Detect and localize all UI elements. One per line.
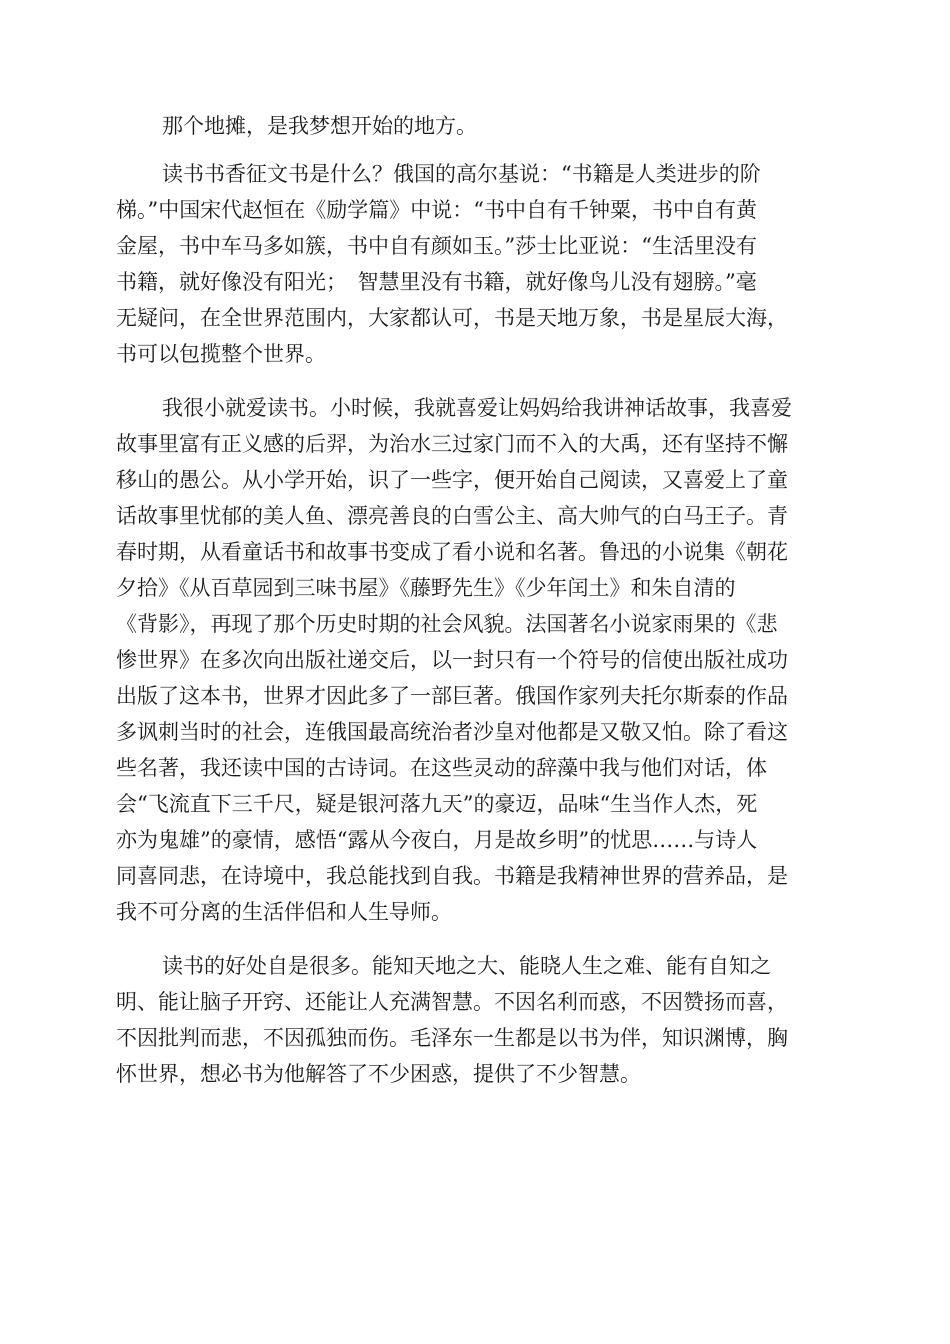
- text-line: 读书书香征文书是什么？俄国的高尔基说：“书籍是人类进步的阶: [162, 162, 761, 186]
- text-line: 故事里富有正义感的后羿，为治水三过家门而不入的大禹，还有坚持不懈: [116, 432, 788, 456]
- text-line: 明、能让脑子开窍、还能让人充满智慧。不因名利而惑，不因赞扬而喜，: [116, 990, 788, 1014]
- text-line: 读书的好处自是很多。能知天地之大、能晓人生之难、能有自知之: [162, 954, 771, 978]
- text-line: 多讽刺当时的社会，连俄国最高统治者沙皇对他都是又敬又怕。除了看这: [116, 720, 788, 744]
- text-line: 书可以包揽整个世界。: [116, 342, 326, 366]
- paragraph-4: [116, 948, 836, 1092]
- text-line: 无疑问，在全世界范围内，大家都认可，书是天地万象，书是星辰大海，: [116, 306, 788, 330]
- text-line: 些名著，我还读中国的古诗词。在这些灵动的辞藻中我与他们对话，体: [116, 756, 767, 780]
- text-line: 会“飞流直下三千尺，疑是银河落九天”的豪迈，品味“生当作人杰，死: [116, 792, 758, 816]
- text-line: 不因批判而悲，不因孤独而伤。毛泽东一生都是以书为伴，知识渊博，胸: [116, 1026, 788, 1050]
- text-line: 话故事里忧郁的美人鱼、漂亮善良的白雪公主、高大帅气的白马王子。青: [116, 504, 788, 528]
- paragraph-2: [116, 156, 836, 372]
- text-line: 我很小就爱读书。小时候，我就喜爱让妈妈给我讲神话故事，我喜爱: [162, 396, 792, 420]
- text-line: 那个地摊，是我梦想开始的地方。: [162, 114, 477, 138]
- text-line: 亦为鬼雄”的豪情，感悟“露从今夜白，月是故乡明”的忧思……与诗人: [116, 828, 758, 852]
- paragraph-3: [116, 390, 836, 930]
- text-line: 我不可分离的生活伴侣和人生导师。: [116, 900, 452, 924]
- text-line: 怀世界，想必书为他解答了不少困惑，提供了不少智慧。: [116, 1062, 641, 1086]
- text-line: 出版了这本书，世界才因此多了一部巨著。俄国作家列夫托尔斯泰的作品: [116, 684, 788, 708]
- text-line: 移山的愚公。从小学开始，识了一些字，便开始自己阅读，又喜爱上了童: [116, 468, 788, 492]
- text-line: 梯。”中国宋代赵恒在《励学篇》中说：“书中自有千钟粟，书中自有黄: [116, 198, 757, 222]
- text-line: 夕拾》《从百草园到三味书屋》《藤野先生》《少年闰土》和朱自清的: [116, 576, 736, 600]
- article-body: [116, 108, 836, 1102]
- text-line: 春时期，从看童话书和故事书变成了看小说和名著。鲁迅的小说集《朝花: [116, 540, 788, 564]
- text-line: 金屋，书中车马多如簇，书中自有颜如玉。”莎士比亚说：“生活里没有: [116, 234, 757, 258]
- text-line: 惨世界》在多次向出版社递交后，以一封只有一个符号的信使出版社成功: [116, 648, 788, 672]
- text-line: 同喜同悲，在诗境中，我总能找到自我。书籍是我精神世界的营养品，是: [116, 864, 788, 888]
- text-line: 书籍，就好像没有阳光； 智慧里没有书籍，就好像鸟儿没有翅膀。”毫: [116, 270, 757, 294]
- text-line: 《背影》，再现了那个历史时期的社会风貌。法国著名小说家雨果的《悲: [116, 612, 778, 636]
- paragraph-1: [116, 108, 836, 144]
